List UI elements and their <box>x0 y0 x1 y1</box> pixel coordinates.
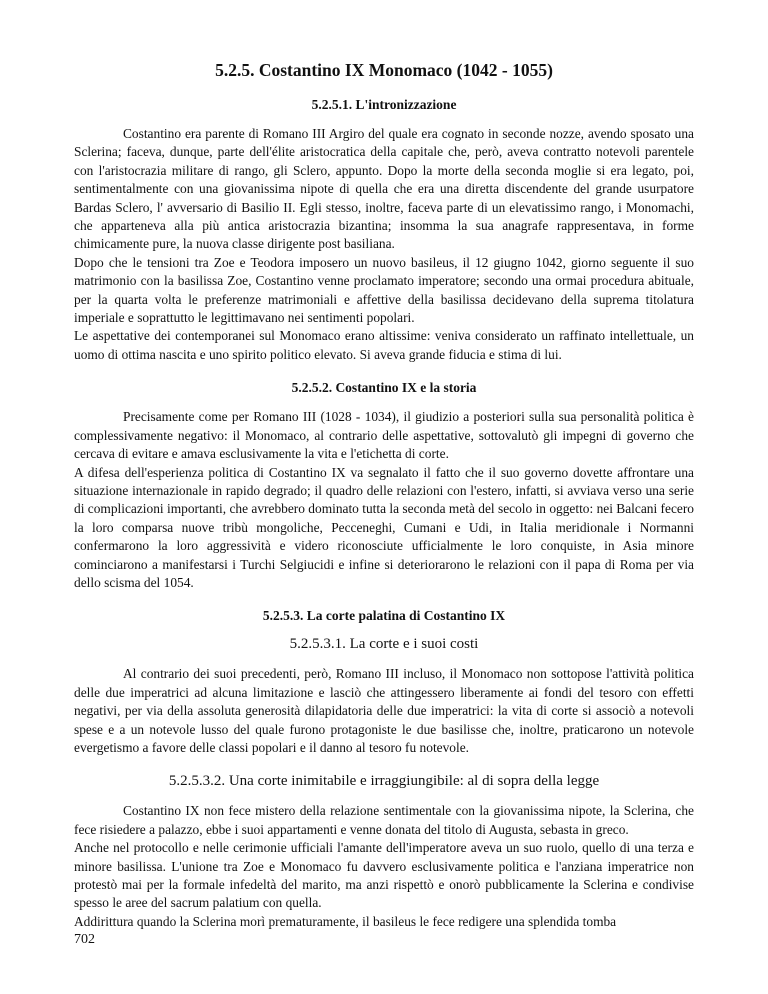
section-heading-storia: 5.2.5.2. Costantino IX e la storia <box>291 380 477 396</box>
chapter-title: 5.2.5. Costantino IX Monomaco (1042 - 1055) <box>215 60 553 80</box>
paragraph: Costantino era parente di Romano III Argiro del quale era cognato in seconde nozze, avendo sposato una Sclerina; faceva, dunque, parte dell'élite aristocratica della capitale che, però, aveva contratto notevoli parentele con l'aristocrazia militare di rango, gli Sclero, appunto. Dopo la morte della seconda moglie si era legato, poi, sentimentalmente con una giovanissima nipote di quella che era una diretta discendente del grande usurpatore Bardas Sclero, l' avversario di Basilio II. Egli stesso, inoltre, faceva parte di un elevatissimo rango, i Monomachi, che apparteneva alla più antica aristocrazia bizantina; insomma la sua anagrafe rappresentava, in forme chimicamente pure, la nuova classe dirigente post basiliana. <box>74 126 694 252</box>
subsection-heading-costi: 5.2.5.3.1. La corte e i suoi costi <box>289 636 479 653</box>
paragraph: A difesa dell'esperienza politica di Costantino IX va segnalato il fatto che il suo governo dovette affrontare una situazione internazionale in rapido degrado; il quadro delle relazioni con l'estero, infatti, si avviava verso una serie di complicazioni importanti, che avrebbero dominato tutta la seconda metà del secolo in oggetto: nei Balcani fecero la loro comparsa nuove tribù mongoliche, Pecceneghi, Cumani e Udi, in Italia meridionale i Normanni confermarono la loro aggressività e videro riconosciute ufficialmente le loro conquiste, in Asia minore cominciarono a manifestarsi i Turchi Selgiucidi e infine si deteriorarono le relazioni con il papa di Roma per via dello scisma del 1054. <box>74 464 694 590</box>
section-body-intronizzazione <box>74 125 694 364</box>
page-number: 702 <box>74 932 95 947</box>
paragraph: Al contrario dei suoi precedenti, però, Romano III incluso, il Monomaco non sottopose l'attività politica delle due imperatrici ad alcuna limitazione e lasciò che attingessero liberamente ai fondi del tesoro con effetti negativi, per via della assoluta generosità dilapidatoria delle due imperatrici: la vita di corte si associò a notevoli spese e a un notevole lusso del quale furono protagoniste le due basilisse che, inoltre, praticarono un notevole evergetismo a favore delle classi popolari e il danno al tesoro fu notevole. <box>74 666 694 755</box>
section-heading-corte-palatina: 5.2.5.3. La corte palatina di Costantino IX <box>262 608 506 624</box>
paragraph: Le aspettative dei contemporanei sul Monomaco erano altissime: veniva considerato un raffinato intellettuale, un uomo di ottima nascita e uno spirito politico elevato. Si aveva grande fiducia e stima di lui. <box>74 328 694 362</box>
paragraph: Addirittura quando la Sclerina morì prematuramente, il basileus le fece redigere una splendida tomba <box>74 913 617 929</box>
subsection-body-costi <box>74 665 694 757</box>
paragraph: Dopo che le tensioni tra Zoe e Teodora imposero un nuovo basileus, il 12 giugno 1042, giorno seguente il suo matrimonio con la basilissa Zoe, Costantino venne proclamato imperatore; secondo una ormai procedura abituale, per la quarta volta le preferenze matrimoniali e affettive della basilissa decidevano della suprema titolatura imperiale e soprattutto le legittimavano nei sentimenti popolari. <box>74 254 694 326</box>
paragraph: Anche nel protocollo e nelle cerimonie ufficiali l'amante dell'imperatore aveva un suo ruolo, quello di una terza e minore basilissa. L'unione tra Zoe e Monomaco fu davvero esclusivamente politica e l'anziana imperatrice non protestò mai per la formale infedeltà del marito, ma anzi rispettò e onorò pubblicamente la Sclerina e condivise spesso le aree del sacrum palatium con quella. <box>74 840 694 911</box>
section-body-storia <box>74 408 694 592</box>
section-heading-intronizzazione: 5.2.5.1. L'intronizzazione <box>311 97 457 112</box>
subsection-heading-corte-inimitabile: 5.2.5.3.2. Una corte inimitabile e irraggiungibile: al di sopra della legge <box>168 773 600 790</box>
subsection-body-corte-inimitabile <box>74 802 694 931</box>
document-page <box>74 60 694 931</box>
paragraph: Costantino IX non fece mistero della relazione sentimentale con la giovanissima nipote, la Sclerina, che fece risiedere a palazzo, ebbe i suoi appartamenti e venne donata del titolo di Augusta, sebasta in greco. <box>74 803 694 837</box>
paragraph: Precisamente come per Romano III (1028 - 1034), il giudizio a posteriori sulla sua personalità politica è complessivamente negativo: il Monomaco, al contrario delle aspettative, sottovalutò gli impegni di governo che cercava di evitare e amava esclusivamente la vita e l'etichetta di corte. <box>74 409 694 462</box>
